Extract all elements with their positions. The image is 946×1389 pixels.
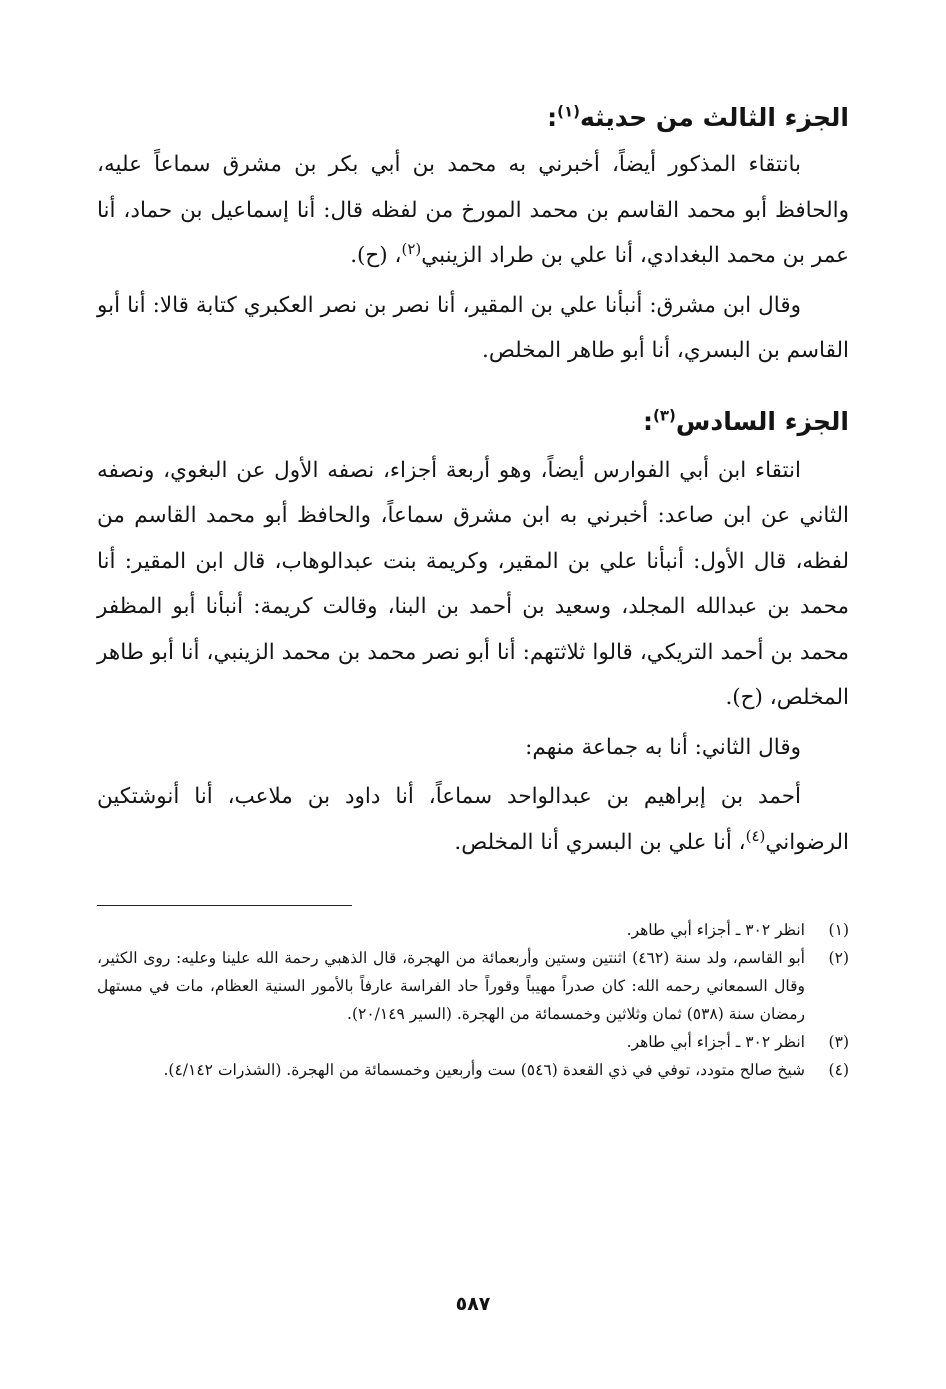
- footnotes: [97, 916, 849, 1084]
- paragraph-text: بانتقاء المذكور أيضاً، أخبرني به محمد بن أبي بكر بن مشرق سماعاً عليه، والحافظ أبو محمد القاسم بن محمد المورخ من لفظه قال: أنا إسماعيل بن حماد، أنا عمر بن محمد البغدادي، أنا علي بن طراد الزينبي: [97, 152, 849, 268]
- footnote: [97, 1028, 849, 1056]
- footnote-separator-wrap: [97, 905, 849, 906]
- page-number: ٥٨٧: [455, 1293, 491, 1315]
- footnote: [97, 916, 849, 944]
- paragraph-text-end: ، (ح).: [350, 243, 402, 268]
- paragraph: وقال ابن مشرق: أنبأنا علي بن المقير، أنا نصر بن نصر العكبري كتابة قالا: أنا أبو القاسم بن البسري، أنا أبو طاهر المخلص.: [97, 292, 849, 363]
- footnote-ref: (٣): [653, 406, 676, 425]
- footnote-text: انظر ٣٠٢ ـ أجزاء أبي طاهر.: [626, 1033, 805, 1051]
- footnote-text: أبو القاسم، ولد سنة (٤٦٢) اثنتين وستين وأربعمائة من الهجرة، قال الذهبي رحمة الله علينا وعليه: روى الكثير، وقال السمعاني رحمه الله: كان صدراً مهيباً وقوراً حاد الفراسة عارفاً بالأمور السنية العظام، مات في مستهل رمضان سنة (٥٣٨) ثمان وثلاثين وخمسمائة من الهجرة. (السير ٢٠/١٤٩).: [97, 949, 805, 1023]
- section-heading-part-three: [97, 98, 849, 138]
- footnote-ref: (٤): [745, 826, 766, 845]
- paragraph-text-end: ، أنا علي بن البسري أنا المخلص.: [454, 829, 746, 855]
- paragraph: [97, 774, 849, 865]
- footnote-number: (٣): [828, 1033, 849, 1051]
- paragraph: وقال الثاني: أنا به جماعة منهم:: [525, 734, 801, 760]
- footnote: [97, 1056, 849, 1084]
- heading-colon: :: [643, 406, 653, 436]
- heading-text: الجزء الثالث من حديثه: [579, 103, 849, 132]
- heading-text: الجزء السادس: [675, 406, 849, 436]
- footnote-separator: [97, 905, 352, 906]
- footnote-ref: (٢): [401, 239, 422, 258]
- footnote-text: انظر ٣٠٢ ـ أجزاء أبي طاهر.: [626, 921, 805, 939]
- paragraph-text: أحمد بن إبراهيم بن عبدالواحد سماعاً، أنا داود بن ملاعب، أنا أنوشتكين الرضواني: [97, 784, 849, 855]
- footnote-number: (٤): [828, 1061, 849, 1079]
- footnote-text: شيخ صالح متودد، توفي في ذي القعدة (٥٤٦) ست وأربعين وخمسمائة من الهجرة. (الشذرات ٤/١٤٢).: [163, 1061, 805, 1079]
- paragraph: انتقاء ابن أبي الفوارس أيضاً، وهو أربعة أجزاء، نصفه الأول عن البغوي، ونصفه الثاني عن ابن صاعد: أخبرني به ابن مشرق سماعاً، والحافظ أبو محمد القاسم من لفظه، قال الأول: أنبأنا علي بن المقير، وكريمة بنت عبدالوهاب، قال ابن المقير: أنا محمد بن عبدالله المجلد، وسعيد بن أحمد بن البنا، وقالت كريمة: أنبأنا أبو المظفر محمد بن أحمد التريكي، قالوا ثلاثتهم: أنا أبو نصر محمد بن محمد الزينبي، أنا أبو طاهر المخلص، (ح).: [97, 457, 849, 710]
- footnote-number: (١): [828, 921, 849, 939]
- footnote-number: (٢): [828, 949, 849, 967]
- section-heading-part-six: [97, 402, 849, 442]
- heading-colon: :: [547, 103, 558, 132]
- footnote-ref: (١): [557, 102, 580, 121]
- footnote: [97, 944, 849, 1028]
- paragraph: [97, 142, 849, 279]
